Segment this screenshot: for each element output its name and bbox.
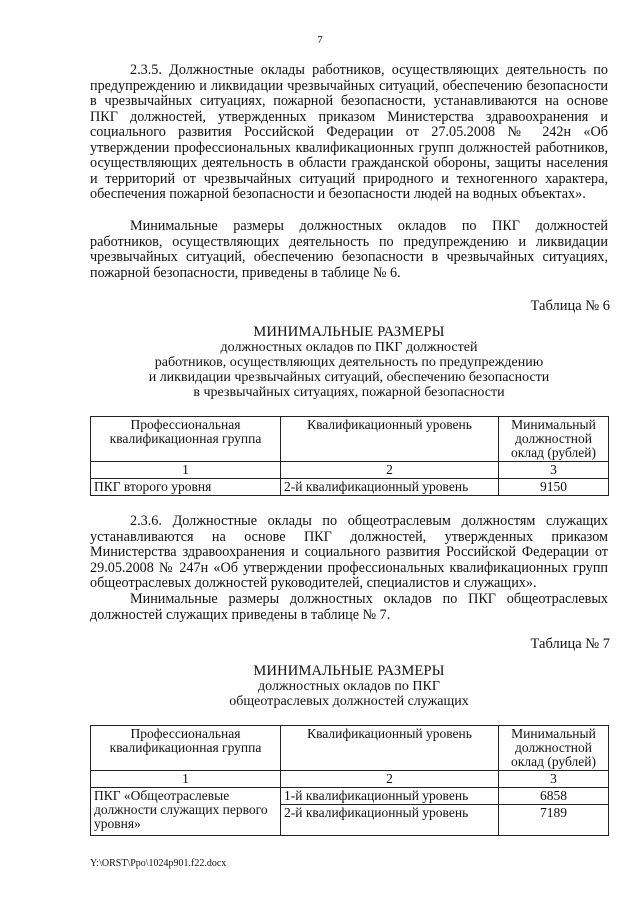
table7-header-group: Профессиональная квалификационная группа <box>91 726 281 771</box>
table7-label: Таблица № 7 <box>530 636 610 652</box>
table7-cell-level-1: 1-й квалификационный уровень <box>281 788 499 805</box>
table6-header-group: Профессиональная квалификационная группа <box>91 417 281 462</box>
table6-title-line3: и ликвидации чрезвычайных ситуаций, обеспечению безопасности <box>148 370 550 385</box>
table6-title-line2: работников, осуществляющих деятельность по предупреждению <box>154 355 544 370</box>
table7-cell-group: ПКГ «Общеотраслевые должности служащих первого уровня» <box>91 788 281 836</box>
section-2-3-5-summary: Минимальные размеры должностных окладов по ПКГ должностей работников, осуществляющих деятельность по предупреждению и ликвидации чрезвычайных ситуаций, обеспечению безопасности в чрезвычайных ситуациях, пожарной безопасности, приведены в таблице № 6. <box>90 218 608 281</box>
table6-cell-salary: 9150 <box>499 479 609 496</box>
table7-cell-salary-1: 6858 <box>499 788 609 805</box>
table7-cell-level-2: 2-й квалификационный уровень <box>281 805 499 836</box>
section-2-3-5-paragraph: 2.3.5. Должностные оклады работников, осуществляющих деятельность по предупреждению и ликвидации чрезвычайных ситуаций, обеспечению безопасности в чрезвычайных ситуациях, пожарной безопасности, устанавливаются на основе ПКГ должностей, утвержденных приказом Министерства здравоохранения и социального развития Российской Федерации от 27.05.2008 № 242н «Об утверждении профессиональных квалификационных групп должностей работников, осуществляющих деятельность в области гражданской обороны, защиты населения и территорий от чрезвычайных ситуаций природного и техногенного характера, обеспечения пожарной безопасности и безопасности людей на водных объектах». <box>90 62 608 202</box>
table6-colnum-2: 2 <box>281 462 499 479</box>
table6-cell-level: 2-й квалификационный уровень <box>281 479 499 496</box>
table7-colnum-2: 2 <box>281 771 499 788</box>
table7-title <box>90 664 608 709</box>
table7-header-level: Квалификационный уровень <box>281 726 499 771</box>
table7-header-row <box>91 726 609 771</box>
table7-colnum-row <box>91 771 609 788</box>
table6-title-main: МИНИМАЛЬНЫЕ РАЗМЕРЫ <box>253 324 445 340</box>
table7-title-line2: общеотраслевых должностей служащих <box>229 694 469 709</box>
section-2-3-6-paragraph: 2.3.6. Должностные оклады по общеотраслевым должностям служащих устанавливаются на основе ПКГ должностей, утвержденных приказом Министерства здравоохранения и социального развития Российской Федерации от 29.05.2008 № 247н «Об утверждении профессиональных квалификационных групп общеотраслевых должностей руководителей, специалистов и служащих». <box>90 513 608 591</box>
table6-title <box>90 325 608 400</box>
table6-cell-group: ПКГ второго уровня <box>91 479 281 496</box>
table6-header-salary: Минимальный должностной оклад (рублей) <box>499 417 609 462</box>
table7-cell-salary-2: 7189 <box>499 805 609 836</box>
footer-file-path: Y:\ORST\Ppo\1024p901.f22.docx <box>90 858 227 869</box>
table6-title-line1: должностных окладов по ПКГ должностей <box>220 340 478 355</box>
table-row <box>91 479 609 496</box>
table7-header-salary: Минимальный должностной оклад (рублей) <box>499 726 609 771</box>
table6-colnum-1: 1 <box>91 462 281 479</box>
page-number: 7 <box>317 34 323 46</box>
table7-title-main: МИНИМАЛЬНЫЕ РАЗМЕРЫ <box>253 663 445 679</box>
table7-colnum-3: 3 <box>499 771 609 788</box>
table6-colnum-3: 3 <box>499 462 609 479</box>
table6-label: Таблица № 6 <box>530 298 610 314</box>
table-row <box>91 788 609 805</box>
table7 <box>90 725 609 836</box>
table6 <box>90 416 609 496</box>
table6-colnum-row <box>91 462 609 479</box>
table6-header-row <box>91 417 609 462</box>
table7-title-line1: должностных окладов по ПКГ <box>258 679 440 694</box>
table6-header-level: Квалификационный уровень <box>281 417 499 462</box>
section-2-3-6-summary: Минимальные размеры должностных окладов по ПКГ общеотраслевых должностей служащих приведены в таблице № 7. <box>90 591 608 623</box>
table7-colnum-1: 1 <box>91 771 281 788</box>
table6-title-line4: в чрезвычайных ситуациях, пожарной безопасности <box>193 385 505 400</box>
